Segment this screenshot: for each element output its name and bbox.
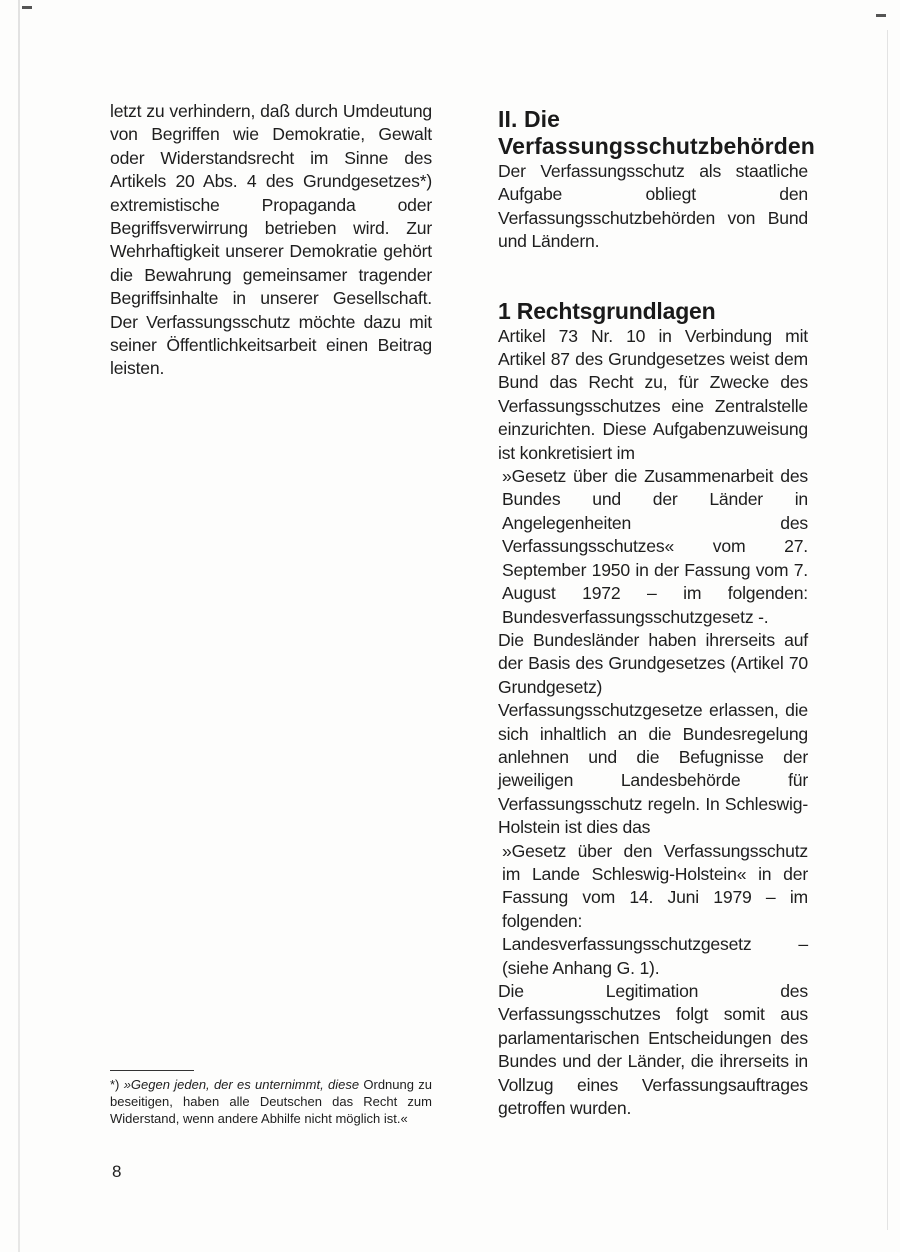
page-number: 8 bbox=[112, 1162, 122, 1181]
intro-paragraph: Der Verfassungsschutz als staatliche Aufgabe obliegt den Verfassungsschutzbehörden von Bund und Ländern. bbox=[498, 161, 808, 252]
page-binding-edge bbox=[18, 0, 20, 1252]
footnote bbox=[110, 1076, 432, 1128]
footnote-italic-text: »Gegen jeden, der es unternimmt, diese bbox=[123, 1077, 360, 1092]
left-paragraph: letzt zu verhindern, daß durch Umdeutung von Begriffen wie Demokratie, Gewalt oder Widerstandsrecht im Sinne des Artikels 20 Abs. 4 des Grundgesetzes*) extremistische Propaganda oder Begriffsverwirrung betrieben wird. Zur Wehrhaftigkeit unserer Demokratie gehört die Bewahrung gemeinsamer tragender Begriffsinhalte in unserer Gesellschaft. Der Verfassungsschutz möchte dazu mit seiner Öffentlichkeitsarbeit einen Beitrag leisten. bbox=[110, 101, 432, 379]
footnote-rule bbox=[110, 1070, 194, 1071]
left-column bbox=[110, 100, 432, 381]
subheading-rechtsgrundlagen: 1 Rechtsgrundlagen bbox=[498, 297, 716, 324]
paragraph-bundeslaender: Die Bundesländer haben ihrerseits auf der Basis des Grundgesetzes (Artikel 70 Grundgesetz) Verfassungsschutzgesetze erlassen, die sich inhaltlich an die Bundesregelung anlehnen und die Befugnisse der jeweiligen Landesbehörde für Verfassungsschutz regeln. In Schleswig-Holstein ist dies das bbox=[498, 629, 808, 838]
footnote-text: Ordnung zu beseitigen, haben alle Deutschen das Recht zum Widerstand, wenn andere Abhilfe nicht möglich ist.« bbox=[110, 1077, 432, 1127]
quote-bundesgesetz: »Gesetz über die Zusammenarbeit des Bundes und der Länder in Angelegenheiten des Verfassungsschutzes« vom 27. September 1950 in der Fassung vom 7. August 1972 – im folgenden: Bundesverfassungsschutzgesetz -. bbox=[502, 466, 808, 627]
corner-mark-left bbox=[22, 6, 32, 9]
quote-landesgesetz: »Gesetz über den Verfassungsschutz im Lande Schleswig-Holstein« in der Fassung vom 14. Juni 1979 – im folgenden: Landesverfassungsschutzgesetz – (siehe Anhang G. 1). bbox=[502, 840, 808, 978]
right-column bbox=[498, 106, 815, 1120]
section-heading: II. Die Verfassungsschutzbehörden bbox=[498, 106, 815, 159]
corner-mark-right bbox=[876, 14, 886, 17]
page-right-edge bbox=[887, 30, 888, 1230]
footnote-marker: *) bbox=[110, 1077, 120, 1092]
paragraph-article-73: Artikel 73 Nr. 10 in Verbindung mit Artikel 87 des Grundgesetzes weist dem Bund das Recht zu, für Zwecke des Verfassungsschutzes eine Zentralstelle einzurichten. Diese Aufgabenzuweisung ist konkretisiert im bbox=[498, 325, 808, 463]
paragraph-legitimation: Die Legitimation des Verfassungsschutzes folgt somit aus parlamentarischen Entscheidungen des Bundes und der Länder, die ihrerseits in Vollzug eines Verfassungsauftrages getroffen wurden. bbox=[498, 981, 808, 1119]
